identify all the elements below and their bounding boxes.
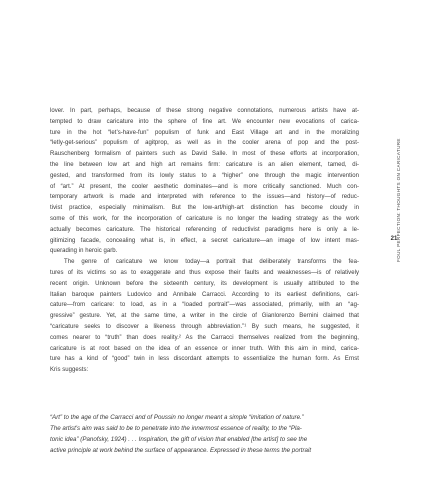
text-line: recent origin. Unknown before the sixteenth century, its development is usually attributed to the (50, 280, 359, 287)
text-line: The genre of caricature we know today—a portrait that deliberately transforms the fea- (64, 259, 359, 266)
text-line: the line between low art and high art remains firm: caricature is an alien element, tamed, di- (50, 161, 359, 168)
quote-line: “Art” to the age of the Carracci and of Poussin no longer meant a simple “imitation of nature.” (50, 414, 304, 421)
running-head-text: FOUL PERFECTION: THOUGHTS ON CARICATURE (396, 138, 401, 262)
text-line: tures of its victims so as to exaggerate and thus expose their faults and weaknesses—is of relatively (50, 269, 359, 276)
text-line: querading in heroic garb. (50, 248, 118, 255)
page-number: 21 (390, 236, 398, 242)
text-line: temporary artwork is made and interpreted with reference to the issues—and history—of reduc- (50, 194, 359, 201)
quote-line: The artist’s aim was said to be to penetrate into the innermost essence of reality, to the “Pla- (50, 425, 302, 432)
block-quote (50, 412, 359, 456)
text-line: gressive” gesture. Yet, at the same time, a writer in the circle of Gianlorenzo Bernini claimed that (50, 313, 359, 320)
text-line: ture has a kind of “good” twin in less discordant attempts to essentialize the human form. As Ernst (50, 356, 359, 363)
text-line: lover. In part, perhaps, because of these strong negative connotations, numerous artists have at- (50, 108, 359, 114)
text-line: caricature is at root based on the idea of an essence or inner truth. With this aim in mind, carica- (50, 345, 359, 352)
paragraph-2 (50, 257, 359, 376)
running-head (396, 138, 406, 272)
text-line: Rauschenberg formalism of painters such as David Salle. In most of these efforts at incorporation, (50, 151, 359, 158)
text-line: comes nearer to “truth” than does reality.² As the Carracci themselves realized from the beginning, (50, 334, 359, 341)
text-line: ture in the hot “let’s-have-fun” populism of funk and East Village art and in the moralizing (50, 129, 359, 136)
text-line: “letly-get-serious” populism of agitprop, as well as in the cooler arena of pop and the post- (50, 140, 359, 147)
text-line: gested, and transformed from its lowly status to a “higher” one through the magic intervention (50, 172, 359, 179)
quote-line: active principle at work behind the surface of appearance. Expressed in these terms the portrait (50, 447, 312, 454)
text-line: tempted to draw caricature into the sphere of fine art. We encounter new evocations of carica- (50, 118, 359, 125)
text-line: Italian baroque painters Ludovico and Annibale Carracci. According to its earliest definitions, cari- (50, 291, 359, 298)
text-line: tivist practice, especially minimalism. But the low-art/high-art distinction has become cloudy in (50, 205, 359, 212)
text-line: actually becomes caricature. The historical referencing of reductivist paradigms here is only a le- (50, 226, 359, 233)
text-line: some of this work, for the incorporation of caricature is no longer the leading strategy as the work (50, 215, 359, 222)
quote-line: tonic idea” (Panofsky, 1924) . . . Inspiration, the gift of vision that enabled [the artist] to see the (50, 436, 308, 443)
text-line: of “art.” At present, the cooler aesthetic dominates—and is more critically sanctioned. Much con- (50, 183, 359, 190)
text-line: gitimizing facade, concealing what is, in effect, a secret caricature—an image of low intent mas- (50, 237, 359, 244)
text-line: Kris suggests: (50, 367, 89, 374)
body-text (50, 106, 359, 376)
text-line: “caricature seeks to discover a likeness through abbreviation.”¹ By such means, he suggested, it (50, 323, 359, 330)
text-line: cature—from caricare: to load, as in a “loaded portrait”—was associated, primarily, with an “ag- (50, 302, 359, 309)
paragraph-1 (50, 106, 359, 257)
